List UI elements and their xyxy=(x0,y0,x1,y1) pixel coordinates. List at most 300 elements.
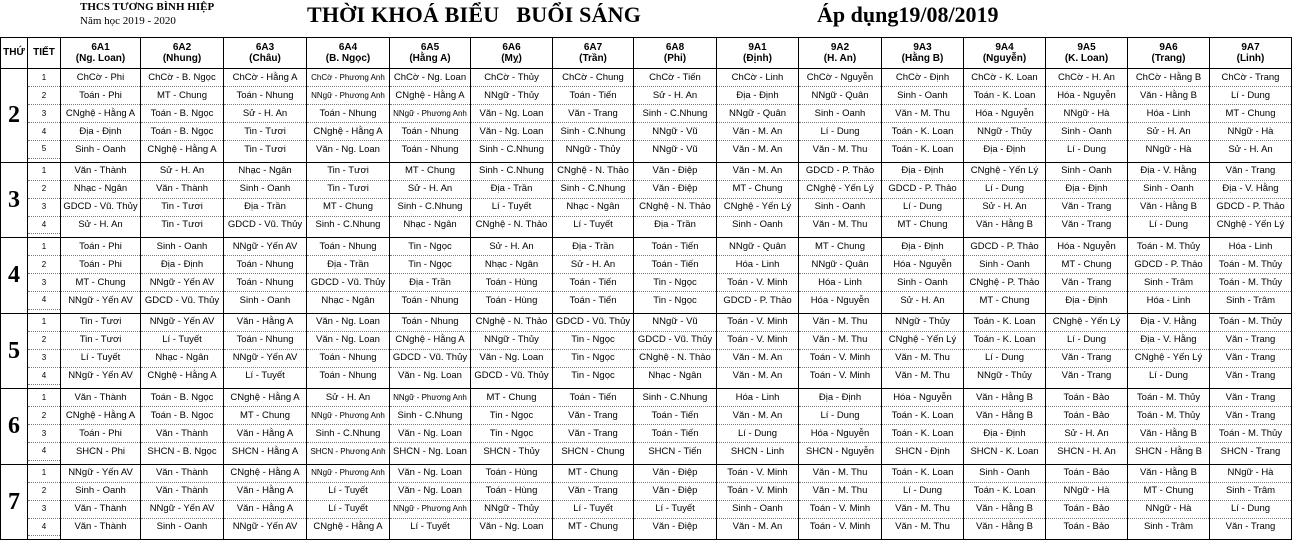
timetable-cell[interactable]: NNgữ - Thủy xyxy=(964,123,1046,141)
timetable-cell[interactable]: Nhạc - Ngân xyxy=(307,292,390,310)
timetable-cell[interactable]: Tin - Ngọc xyxy=(553,349,634,367)
timetable-cell[interactable]: Văn - Trang xyxy=(1210,389,1292,407)
timetable-cell[interactable]: NNgữ - Yến AV xyxy=(61,292,141,310)
timetable-cell[interactable]: NNgữ - Vũ xyxy=(634,141,717,159)
timetable-cell[interactable]: Sinh - Oanh xyxy=(141,518,224,536)
timetable-cell[interactable]: Văn - Trang xyxy=(1210,367,1292,385)
timetable-cell[interactable]: GDCD - Vũ. Thủy xyxy=(471,367,553,385)
timetable-cell[interactable]: ChCờ - Tiến xyxy=(634,69,717,87)
timetable-cell[interactable]: Văn - Trang xyxy=(1046,367,1128,385)
timetable-cell[interactable]: Địa - V. Hằng xyxy=(1210,180,1292,198)
timetable-cell[interactable]: Văn - Điệp xyxy=(634,464,717,482)
timetable-cell[interactable]: GDCD - Vũ. Thủy xyxy=(141,292,224,310)
timetable-cell[interactable]: Văn - Thành xyxy=(141,425,224,443)
timetable-cell[interactable]: Toán - Hùng xyxy=(471,464,553,482)
timetable-cell[interactable]: ChCờ - Hằng B xyxy=(1128,69,1210,87)
timetable-cell[interactable]: Văn - Điệp xyxy=(634,482,717,500)
timetable-cell[interactable]: SHCN - Thủy xyxy=(471,443,553,461)
timetable-cell[interactable]: SHCN - H. An xyxy=(1046,443,1128,461)
timetable-cell[interactable]: Toán - V. Minh xyxy=(799,518,882,536)
timetable-cell[interactable]: Văn - M. Thu xyxy=(882,349,964,367)
timetable-cell[interactable]: Tin - Tươi xyxy=(224,141,307,159)
timetable-cell[interactable]: Văn - Ng. Loan xyxy=(471,518,553,536)
timetable-cell[interactable]: Lí - Dung xyxy=(1128,367,1210,385)
timetable-cell[interactable]: Tin - Tươi xyxy=(307,162,390,180)
timetable-cell[interactable]: Địa - Trần xyxy=(390,274,471,292)
timetable-cell[interactable]: SHCN - Hằng A xyxy=(224,443,307,461)
timetable-cell[interactable]: Sinh - Oanh xyxy=(61,482,141,500)
timetable-cell[interactable]: Văn - Trang xyxy=(1210,518,1292,536)
timetable-cell[interactable]: Toán - M. Thủy xyxy=(1128,389,1210,407)
timetable-cell[interactable]: Địa - Định xyxy=(964,425,1046,443)
timetable-cell[interactable]: Hóa - Nguyễn xyxy=(882,256,964,274)
timetable-cell[interactable]: Văn - Hằng A xyxy=(224,482,307,500)
timetable-cell[interactable]: NNgữ - Quân xyxy=(717,105,799,123)
timetable-cell[interactable]: Toán - Nhung xyxy=(307,105,390,123)
timetable-cell[interactable]: Văn - Ng. Loan xyxy=(471,105,553,123)
timetable-cell[interactable]: Địa - Định xyxy=(964,141,1046,159)
timetable-cell[interactable]: Lí - Dung xyxy=(799,123,882,141)
timetable-cell[interactable]: Lí - Tuyết xyxy=(634,500,717,518)
timetable-cell[interactable]: Hóa - Linh xyxy=(799,274,882,292)
timetable-cell[interactable]: SHCN - Nguyễn xyxy=(799,443,882,461)
timetable-cell[interactable]: CNghệ - N. Thảo xyxy=(553,162,634,180)
timetable-cell[interactable]: Toán - Nhung xyxy=(390,313,471,331)
timetable-cell[interactable]: Địa - Trần xyxy=(224,198,307,216)
timetable-cell[interactable]: Sinh - C.Nhung xyxy=(634,105,717,123)
timetable-cell[interactable]: Tin - Ngọc xyxy=(553,367,634,385)
timetable-cell[interactable]: Sử - H. An xyxy=(224,105,307,123)
timetable-cell[interactable]: Sử - H. An xyxy=(390,180,471,198)
timetable-cell[interactable]: NNgữ - Thủy xyxy=(471,331,553,349)
timetable-cell[interactable]: ChCờ - Phi xyxy=(61,69,141,87)
timetable-cell[interactable]: Văn - M. Thu xyxy=(882,500,964,518)
timetable-cell[interactable]: ChCờ - Ng. Loan xyxy=(390,69,471,87)
timetable-cell[interactable]: Sinh - Oanh xyxy=(224,180,307,198)
timetable-cell[interactable]: Nhạc - Ngân xyxy=(224,162,307,180)
timetable-cell[interactable]: Nhạc - Ngân xyxy=(61,180,141,198)
timetable-cell[interactable]: CNghệ - Yến Lý xyxy=(1128,349,1210,367)
timetable-cell[interactable]: CNghệ - Yến Lý xyxy=(799,180,882,198)
timetable-cell[interactable]: Toán - Tiến xyxy=(553,274,634,292)
timetable-cell[interactable]: Toán - M. Thủy xyxy=(1210,256,1292,274)
timetable-cell[interactable]: CNghệ - Yến Lý xyxy=(1046,313,1128,331)
timetable-cell[interactable]: Địa - Định xyxy=(1046,292,1128,310)
timetable-cell[interactable]: Hóa - Nguyễn xyxy=(799,425,882,443)
timetable-cell[interactable]: Toán - V. Minh xyxy=(799,349,882,367)
timetable-cell[interactable]: Toán - Nhung xyxy=(224,87,307,105)
timetable-cell[interactable]: Toán - Tiến xyxy=(634,256,717,274)
timetable-cell[interactable]: MT - Chung xyxy=(882,216,964,234)
timetable-cell[interactable]: GDCD - P. Thảo xyxy=(1128,256,1210,274)
timetable-cell[interactable]: NNgữ - Quân xyxy=(799,87,882,105)
timetable-cell[interactable]: Toán - Tiến xyxy=(634,238,717,256)
timetable-cell[interactable]: ChCờ - Nguyễn xyxy=(799,69,882,87)
timetable-cell[interactable]: Toán - Phi xyxy=(61,87,141,105)
timetable-cell[interactable]: NNgữ - Phương Anh xyxy=(390,105,471,123)
timetable-cell[interactable]: Sử - H. An xyxy=(964,198,1046,216)
timetable-cell[interactable]: SHCN - Chung xyxy=(553,443,634,461)
timetable-cell[interactable]: NNgữ - Quân xyxy=(799,256,882,274)
timetable-cell[interactable]: CNghệ - Hằng A xyxy=(390,331,471,349)
timetable-cell[interactable]: Sinh - Oanh xyxy=(1128,180,1210,198)
timetable-cell[interactable]: Sinh - Oanh xyxy=(224,292,307,310)
timetable-cell[interactable]: NNgữ - Thủy xyxy=(553,141,634,159)
timetable-cell[interactable]: GDCD - P. Thảo xyxy=(1210,198,1292,216)
timetable-cell[interactable]: Văn - Ng. Loan xyxy=(471,349,553,367)
timetable-cell[interactable]: Lí - Dung xyxy=(882,482,964,500)
timetable-cell[interactable]: MT - Chung xyxy=(141,87,224,105)
timetable-cell[interactable]: Lí - Dung xyxy=(964,349,1046,367)
timetable-cell[interactable]: Lí - Tuyết xyxy=(553,500,634,518)
timetable-cell[interactable]: Văn - Trang xyxy=(553,407,634,425)
timetable-cell[interactable]: NNgữ - Yến AV xyxy=(224,518,307,536)
timetable-cell[interactable]: Địa - Trần xyxy=(553,238,634,256)
timetable-cell[interactable]: Sử - H. An xyxy=(1046,425,1128,443)
timetable-cell[interactable]: CNghệ - N. Thảo xyxy=(634,198,717,216)
timetable-cell[interactable]: Hóa - Linh xyxy=(1128,292,1210,310)
timetable-cell[interactable]: Văn - Ng. Loan xyxy=(307,331,390,349)
timetable-cell[interactable]: Văn - Điệp xyxy=(634,162,717,180)
timetable-cell[interactable]: Tin - Ngọc xyxy=(471,425,553,443)
timetable-cell[interactable]: Văn - Ng. Loan xyxy=(307,141,390,159)
timetable-cell[interactable]: Văn - Hằng B xyxy=(964,216,1046,234)
timetable-cell[interactable]: Tin - Ngọc xyxy=(471,407,553,425)
timetable-cell[interactable]: Sử - H. An xyxy=(634,87,717,105)
timetable-cell[interactable]: MT - Chung xyxy=(717,180,799,198)
timetable-cell[interactable]: Văn - M. Thu xyxy=(882,367,964,385)
timetable-cell[interactable]: CNghệ - Hằng A xyxy=(390,87,471,105)
timetable-cell[interactable]: NNgữ - Thủy xyxy=(471,87,553,105)
timetable-cell[interactable]: NNgữ - Phương Anh xyxy=(307,407,390,425)
timetable-cell[interactable]: Toán - Nhung xyxy=(307,238,390,256)
timetable-cell[interactable]: NNgữ - Phương Anh xyxy=(307,87,390,105)
timetable-cell[interactable]: GDCD - Vũ. Thủy xyxy=(553,313,634,331)
timetable-cell[interactable]: NNgữ - Hà xyxy=(1046,482,1128,500)
timetable-cell[interactable]: Toán - M. Thủy xyxy=(1128,238,1210,256)
timetable-cell[interactable]: Địa - V. Hằng xyxy=(1128,162,1210,180)
timetable-cell[interactable]: Toán - B. Ngọc xyxy=(141,123,224,141)
timetable-cell[interactable]: Toán - B. Ngọc xyxy=(141,105,224,123)
timetable-cell[interactable]: Văn - Trang xyxy=(1210,331,1292,349)
timetable-cell[interactable]: SHCN - Trang xyxy=(1210,443,1292,461)
timetable-cell[interactable]: Toán - K. Loan xyxy=(882,407,964,425)
timetable-cell[interactable]: Sử - H. An xyxy=(471,238,553,256)
timetable-cell[interactable]: Văn - Thành xyxy=(141,180,224,198)
timetable-cell[interactable]: NNgữ - Yến AV xyxy=(141,274,224,292)
timetable-cell[interactable]: Toán - V. Minh xyxy=(799,500,882,518)
timetable-cell[interactable]: Văn - M. Thu xyxy=(882,105,964,123)
timetable-cell[interactable]: Văn - M. An xyxy=(717,123,799,141)
timetable-cell[interactable]: Toán - Bảo xyxy=(1046,500,1128,518)
timetable-cell[interactable]: Văn - M. An xyxy=(717,162,799,180)
timetable-cell[interactable]: Hóa - Nguyễn xyxy=(882,389,964,407)
timetable-cell[interactable]: Toán - Tiến xyxy=(553,292,634,310)
timetable-cell[interactable]: Toán - V. Minh xyxy=(717,464,799,482)
timetable-cell[interactable]: Tin - Tươi xyxy=(224,123,307,141)
timetable-cell[interactable]: Lí - Dung xyxy=(882,198,964,216)
timetable-cell[interactable]: Toán - V. Minh xyxy=(717,313,799,331)
timetable-cell[interactable]: Sinh - Oanh xyxy=(799,105,882,123)
timetable-cell[interactable]: Toán - Nhung xyxy=(224,331,307,349)
timetable-cell[interactable]: Toán - K. Loan xyxy=(882,123,964,141)
timetable-cell[interactable]: ChCờ - K. Loan xyxy=(964,69,1046,87)
timetable-cell[interactable]: GDCD - P. Thảo xyxy=(717,292,799,310)
timetable-cell[interactable]: Hóa - Linh xyxy=(1210,238,1292,256)
timetable-cell[interactable]: CNghệ - Yến Lý xyxy=(964,162,1046,180)
timetable-cell[interactable]: NNgữ - Hà xyxy=(1128,500,1210,518)
timetable-cell[interactable]: CNghệ - Yến Lý xyxy=(882,331,964,349)
timetable-cell[interactable]: Toán - Nhung xyxy=(224,256,307,274)
timetable-cell[interactable]: Toán - Bảo xyxy=(1046,407,1128,425)
timetable-cell[interactable]: Toán - Hùng xyxy=(471,274,553,292)
timetable-cell[interactable]: Lí - Dung xyxy=(1210,500,1292,518)
timetable-cell[interactable]: Văn - M. Thu xyxy=(799,331,882,349)
timetable-cell[interactable]: Sinh - Oanh xyxy=(882,87,964,105)
timetable-cell[interactable]: Văn - M. An xyxy=(717,141,799,159)
timetable-cell[interactable]: Địa - Định xyxy=(61,123,141,141)
timetable-cell[interactable]: Sinh - C.Nhung xyxy=(553,123,634,141)
timetable-cell[interactable]: Địa - Định xyxy=(882,162,964,180)
timetable-cell[interactable]: Sinh - Oanh xyxy=(717,216,799,234)
timetable-cell[interactable]: Văn - Hằng B xyxy=(1128,464,1210,482)
timetable-cell[interactable]: Văn - Điệp xyxy=(634,180,717,198)
timetable-cell[interactable]: MT - Chung xyxy=(1210,105,1292,123)
timetable-cell[interactable]: Văn - Hằng B xyxy=(964,518,1046,536)
timetable-cell[interactable]: Lí - Tuyết xyxy=(307,482,390,500)
timetable-cell[interactable]: Văn - Trang xyxy=(1210,162,1292,180)
timetable-cell[interactable]: NNgữ - Thủy xyxy=(882,313,964,331)
timetable-cell[interactable]: Sinh - C.Nhung xyxy=(471,162,553,180)
timetable-cell[interactable]: Văn - Hằng B xyxy=(1128,425,1210,443)
timetable-cell[interactable]: Sinh - C.Nhung xyxy=(553,180,634,198)
timetable-cell[interactable]: Địa - Định xyxy=(717,87,799,105)
timetable-cell[interactable]: Toán - M. Thủy xyxy=(1128,407,1210,425)
timetable-cell[interactable]: Văn - Thành xyxy=(61,389,141,407)
timetable-cell[interactable]: NNgữ - Hà xyxy=(1046,105,1128,123)
timetable-cell[interactable]: Toán - K. Loan xyxy=(882,464,964,482)
timetable-cell[interactable]: MT - Chung xyxy=(1046,256,1128,274)
timetable-cell[interactable]: Sinh - C.Nhung xyxy=(390,198,471,216)
timetable-cell[interactable]: Văn - M. Thu xyxy=(882,518,964,536)
timetable-cell[interactable]: SHCN - Ng. Loan xyxy=(390,443,471,461)
timetable-cell[interactable]: Sử - H. An xyxy=(1128,123,1210,141)
timetable-cell[interactable]: ChCờ - Phương Anh xyxy=(307,69,390,87)
timetable-cell[interactable]: Toán - K. Loan xyxy=(964,87,1046,105)
timetable-cell[interactable]: Toán - K. Loan xyxy=(882,425,964,443)
timetable-cell[interactable]: NNgữ - Yến AV xyxy=(224,238,307,256)
timetable-cell[interactable]: Nhạc - Ngân xyxy=(634,367,717,385)
timetable-cell[interactable]: Lí - Tuyết xyxy=(61,349,141,367)
timetable-cell[interactable]: Hóa - Linh xyxy=(717,256,799,274)
timetable-cell[interactable]: Văn - Trang xyxy=(553,425,634,443)
timetable-cell[interactable]: Lí - Tuyết xyxy=(471,198,553,216)
timetable-cell[interactable]: Nhạc - Ngân xyxy=(471,256,553,274)
timetable-cell[interactable]: Văn - Hằng B xyxy=(1128,87,1210,105)
timetable-cell[interactable]: Sinh - Oanh xyxy=(141,238,224,256)
timetable-cell[interactable]: GDCD - P. Thảo xyxy=(799,162,882,180)
timetable-cell[interactable]: CNghệ - N. Thảo xyxy=(471,216,553,234)
timetable-cell[interactable]: Văn - Trang xyxy=(1046,198,1128,216)
timetable-cell[interactable]: Lí - Dung xyxy=(1210,87,1292,105)
timetable-cell[interactable]: Toán - K. Loan xyxy=(964,331,1046,349)
timetable-cell[interactable]: Hóa - Nguyễn xyxy=(1046,238,1128,256)
timetable-cell[interactable]: CNghệ - Hằng A xyxy=(61,105,141,123)
timetable-cell[interactable]: MT - Chung xyxy=(553,464,634,482)
timetable-cell[interactable]: Toán - Nhung xyxy=(390,141,471,159)
timetable-cell[interactable]: SHCN - Tiến xyxy=(634,443,717,461)
timetable-cell[interactable]: SHCN - Định xyxy=(882,443,964,461)
timetable-cell[interactable]: SHCN - K. Loan xyxy=(964,443,1046,461)
timetable-cell[interactable]: GDCD - Vũ. Thủy xyxy=(224,216,307,234)
timetable-cell[interactable]: GDCD - Vũ. Thủy xyxy=(61,198,141,216)
timetable-cell[interactable]: ChCờ - Hằng A xyxy=(224,69,307,87)
timetable-cell[interactable]: Toán - Hùng xyxy=(471,482,553,500)
timetable-cell[interactable]: Toán - Nhung xyxy=(307,367,390,385)
timetable-cell[interactable]: Toán - Hùng xyxy=(471,292,553,310)
timetable-cell[interactable]: CNghệ - Hằng A xyxy=(224,464,307,482)
timetable-cell[interactable]: Sử - H. An xyxy=(61,216,141,234)
timetable-cell[interactable]: Toán - Nhung xyxy=(390,292,471,310)
timetable-cell[interactable]: Toán - V. Minh xyxy=(717,274,799,292)
timetable-cell[interactable]: Sinh - C.Nhung xyxy=(307,216,390,234)
timetable-cell[interactable]: Sinh - C.Nhung xyxy=(634,389,717,407)
timetable-cell[interactable]: Toán - Nhung xyxy=(224,274,307,292)
timetable-cell[interactable]: Lí - Tuyết xyxy=(224,367,307,385)
timetable-cell[interactable]: Toán - V. Minh xyxy=(717,482,799,500)
timetable-cell[interactable]: Sinh - Oanh xyxy=(1046,162,1128,180)
timetable-cell[interactable]: Lí - Dung xyxy=(799,407,882,425)
timetable-cell[interactable]: CNghệ - P. Thảo xyxy=(964,274,1046,292)
timetable-cell[interactable]: Toán - Phi xyxy=(61,238,141,256)
timetable-cell[interactable]: Tin - Ngọc xyxy=(553,331,634,349)
timetable-cell[interactable]: Văn - Ng. Loan xyxy=(390,464,471,482)
timetable-cell[interactable]: Văn - M. An xyxy=(717,367,799,385)
timetable-cell[interactable]: Văn - Ng. Loan xyxy=(390,367,471,385)
timetable-cell[interactable]: Văn - Hằng B xyxy=(1128,198,1210,216)
timetable-cell[interactable]: Hóa - Linh xyxy=(717,389,799,407)
timetable-cell[interactable]: SHCN - Phi xyxy=(61,443,141,461)
timetable-cell[interactable]: Sử - H. An xyxy=(141,162,224,180)
timetable-cell[interactable]: Văn - Thành xyxy=(141,464,224,482)
timetable-cell[interactable]: Văn - M. An xyxy=(717,518,799,536)
timetable-cell[interactable]: Văn - Thành xyxy=(61,518,141,536)
timetable-cell[interactable]: CNghệ - Hằng A xyxy=(141,367,224,385)
timetable-cell[interactable]: Địa - Định xyxy=(882,238,964,256)
timetable-cell[interactable]: Văn - Hằng A xyxy=(224,313,307,331)
timetable-cell[interactable]: MT - Chung xyxy=(1128,482,1210,500)
timetable-cell[interactable]: SHCN - Phương Anh xyxy=(307,443,390,461)
timetable-cell[interactable]: Lí - Tuyết xyxy=(390,518,471,536)
timetable-cell[interactable]: Sinh - Oanh xyxy=(882,274,964,292)
timetable-cell[interactable]: GDCD - Vũ. Thủy xyxy=(390,349,471,367)
timetable-cell[interactable]: Hóa - Linh xyxy=(1128,105,1210,123)
timetable-cell[interactable]: Sinh - C.Nhung xyxy=(390,407,471,425)
timetable-cell[interactable]: Toán - V. Minh xyxy=(799,367,882,385)
timetable-cell[interactable]: Sinh - C.Nhung xyxy=(471,141,553,159)
timetable-cell[interactable]: Địa - V. Hằng xyxy=(1128,313,1210,331)
timetable-cell[interactable]: CNghệ - N. Thảo xyxy=(471,313,553,331)
timetable-cell[interactable]: Lí - Dung xyxy=(964,180,1046,198)
timetable-cell[interactable]: Nhạc - Ngân xyxy=(553,198,634,216)
timetable-cell[interactable]: Toán - M. Thủy xyxy=(1210,274,1292,292)
timetable-cell[interactable]: Địa - Định xyxy=(1046,180,1128,198)
timetable-cell[interactable]: CNghệ - Yến Lý xyxy=(717,198,799,216)
timetable-cell[interactable]: Địa - Trần xyxy=(471,180,553,198)
timetable-cell[interactable]: NNgữ - Thủy xyxy=(471,500,553,518)
timetable-cell[interactable]: Văn - Thành xyxy=(141,482,224,500)
timetable-cell[interactable]: Văn - M. An xyxy=(717,349,799,367)
timetable-cell[interactable]: Toán - Tiến xyxy=(634,425,717,443)
timetable-cell[interactable]: Hóa - Nguyễn xyxy=(964,105,1046,123)
timetable-cell[interactable]: MT - Chung xyxy=(964,292,1046,310)
timetable-cell[interactable]: Toán - Nhung xyxy=(390,123,471,141)
timetable-cell[interactable]: ChCờ - Định xyxy=(882,69,964,87)
timetable-cell[interactable]: Tin - Tươi xyxy=(61,313,141,331)
timetable-cell[interactable]: Nhạc - Ngân xyxy=(141,349,224,367)
timetable-cell[interactable]: MT - Chung xyxy=(307,198,390,216)
timetable-cell[interactable]: GDCD - P. Thảo xyxy=(882,180,964,198)
timetable-cell[interactable]: Tin - Tươi xyxy=(141,216,224,234)
timetable-cell[interactable]: NNgữ - Thủy xyxy=(964,367,1046,385)
timetable-cell[interactable]: Tin - Tươi xyxy=(141,198,224,216)
timetable-cell[interactable]: Tin - Ngọc xyxy=(634,292,717,310)
timetable-cell[interactable]: Toán - Tiến xyxy=(553,87,634,105)
timetable-cell[interactable]: Sinh - Trâm xyxy=(1128,518,1210,536)
timetable-cell[interactable]: Văn - Trang xyxy=(553,482,634,500)
timetable-cell[interactable]: Văn - M. Thu xyxy=(799,313,882,331)
timetable-cell[interactable]: Sử - H. An xyxy=(1210,141,1292,159)
timetable-cell[interactable]: MT - Chung xyxy=(224,407,307,425)
timetable-cell[interactable]: Toán - Bảo xyxy=(1046,518,1128,536)
timetable-cell[interactable]: Địa - Định xyxy=(799,389,882,407)
timetable-cell[interactable]: Toán - K. Loan xyxy=(882,141,964,159)
timetable-cell[interactable]: Văn - Trang xyxy=(1210,407,1292,425)
timetable-cell[interactable]: Sinh - Oanh xyxy=(1046,123,1128,141)
timetable-cell[interactable]: Sinh - Oanh xyxy=(799,198,882,216)
timetable-cell[interactable]: Văn - Ng. Loan xyxy=(390,425,471,443)
timetable-cell[interactable]: Văn - M. Thu xyxy=(799,141,882,159)
timetable-cell[interactable]: Sinh - C.Nhung xyxy=(307,425,390,443)
timetable-cell[interactable]: Văn - M. An xyxy=(717,407,799,425)
timetable-cell[interactable]: ChCờ - B. Ngọc xyxy=(141,69,224,87)
timetable-cell[interactable]: Văn - Trang xyxy=(1046,349,1128,367)
timetable-cell[interactable]: Văn - Hằng B xyxy=(964,389,1046,407)
timetable-cell[interactable]: Lí - Dung xyxy=(1128,216,1210,234)
timetable-cell[interactable]: Tin - Ngọc xyxy=(390,256,471,274)
timetable-cell[interactable]: Tin - Tươi xyxy=(307,180,390,198)
timetable-cell[interactable]: NNgữ - Yến AV xyxy=(61,367,141,385)
timetable-cell[interactable]: NNgữ - Yến AV xyxy=(141,500,224,518)
timetable-cell[interactable]: ChCờ - Chung xyxy=(553,69,634,87)
timetable-cell[interactable]: Văn - Hằng A xyxy=(224,425,307,443)
timetable-cell[interactable]: Nhạc - Ngân xyxy=(390,216,471,234)
timetable-cell[interactable]: SHCN - B. Ngọc xyxy=(141,443,224,461)
timetable-cell[interactable]: Sử - H. An xyxy=(553,256,634,274)
timetable-cell[interactable]: Địa - V. Hằng xyxy=(1128,331,1210,349)
timetable-cell[interactable]: CNghệ - Hằng A xyxy=(307,518,390,536)
timetable-cell[interactable]: GDCD - Vũ. Thủy xyxy=(307,274,390,292)
timetable-cell[interactable]: SHCN - Hằng B xyxy=(1128,443,1210,461)
timetable-cell[interactable]: Toán - M. Thủy xyxy=(1210,425,1292,443)
timetable-cell[interactable]: Văn - Ng. Loan xyxy=(307,313,390,331)
timetable-cell[interactable]: GDCD - Vũ. Thủy xyxy=(634,331,717,349)
timetable-cell[interactable]: Hóa - Nguyễn xyxy=(799,292,882,310)
timetable-cell[interactable]: ChCờ - Thủy xyxy=(471,69,553,87)
timetable-cell[interactable]: MT - Chung xyxy=(471,389,553,407)
timetable-cell[interactable]: NNgữ - Yến AV xyxy=(224,349,307,367)
timetable-cell[interactable]: MT - Chung xyxy=(61,274,141,292)
